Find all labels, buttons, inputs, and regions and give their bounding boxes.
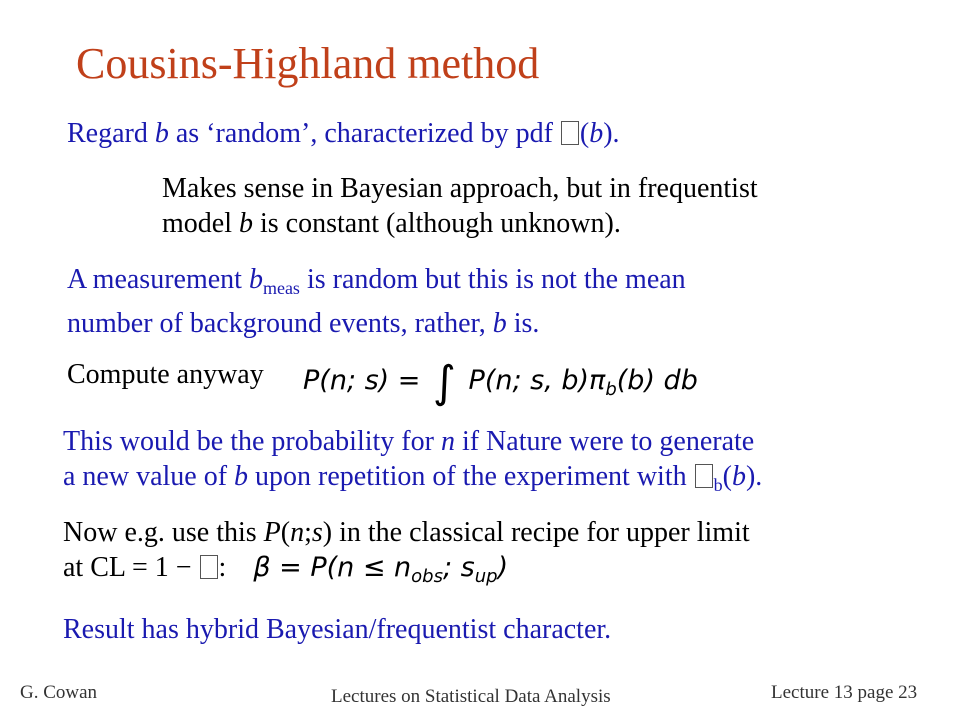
beta-equation: $\beta = P(n \le n_{obs}$; $s_{up}$) [253,552,509,587]
paragraph-classical-recipe: Now e.g. use this P(n;s) in the classical recipe for upper limit at CL = 1 − : $\beta = P(n \le n_{obs}$; $s_{up}$) [63,517,750,587]
slide-title: Cousins-Highland method [76,39,540,88]
paragraph-hybrid-character: Result has hybrid Bayesian/frequentist character. [63,614,612,645]
footer-page: Lecture 13 page 23 [771,682,918,703]
compute-label: Compute anyway [67,359,264,390]
missing-gamma-glyph-icon [200,555,218,579]
paragraph-bayesian-note: Makes sense in Bayesian approach, but in frequentist model b is constant (although unknown). [162,173,758,239]
footer-course: Lectures on Statistical Data Analysis [331,686,611,707]
integral-equation: P(n; s) = ∫ P(n; s, $b)\pi_b(b)$ db [303,357,698,408]
paragraph-measurement: A measurement $b_{meas}$ is random but this is not the mean number of background events, rather, b is. [67,264,686,339]
missing-pi-glyph-icon [561,121,579,145]
missing-pi-glyph-icon [695,464,713,488]
footer-author: G. Cowan [20,682,98,703]
integral-sign: ∫ [433,357,456,408]
paragraph-random-b: Regard b as ‘random’, characterized by pdf (b). [67,118,620,149]
paragraph-probability-interpretation: This would be the probability for n if Nature were to generate a new value of b upon repetition of the experiment with $_b$(b). [63,426,763,495]
